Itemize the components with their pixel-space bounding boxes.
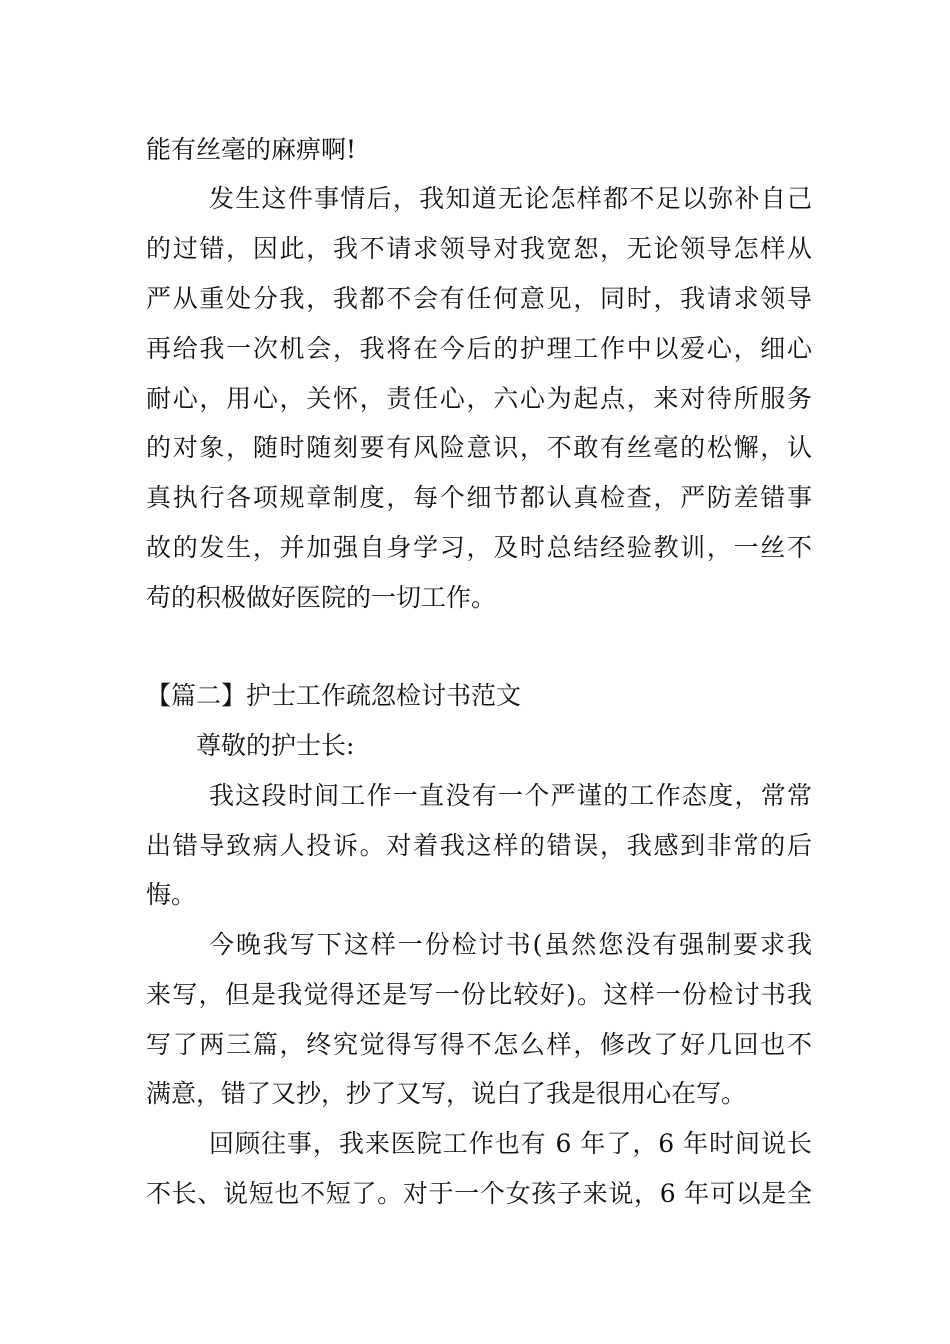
paragraph-line: 写了两三篇，终究觉得写得不怎么样，修改了好几回也不 bbox=[146, 1030, 812, 1059]
paragraph-line: 来写，但是我觉得还是写一份比较好)。这样一份检讨书我 bbox=[146, 980, 812, 1009]
paragraph-line: 真执行各项规章制度，每个细节都认真检查，严防差错事 bbox=[146, 483, 812, 512]
paragraph-line: 出错导致病人投诉。对着我这样的错误，我感到非常的后 bbox=[146, 831, 812, 860]
paragraph-line: 回顾往事，我来医院工作也有 6 年了，6 年时间说长 bbox=[209, 1129, 812, 1158]
paragraph-line: 我这段时间工作一直没有一个严谨的工作态度，常常 bbox=[209, 781, 812, 810]
paragraph-line: 今晚我写下这样一份检讨书(虽然您没有强制要求我 bbox=[209, 930, 812, 959]
paragraph-line: 能有丝毫的麻痹啊! bbox=[146, 135, 357, 164]
paragraph-line: 故的发生，并加强自身学习，及时总结经验教训，一丝不 bbox=[146, 533, 812, 562]
paragraph-line: 再给我一次机会，我将在今后的护理工作中以爱心，细心 bbox=[146, 334, 812, 363]
paragraph-line: 不长、说短也不短了。对于一个女孩子来说，6 年可以是全 bbox=[146, 1179, 812, 1208]
paragraph-line: 满意，错了又抄，抄了又写，说白了我是很用心在写。 bbox=[146, 1079, 747, 1108]
paragraph-line: 的过错，因此，我不请求领导对我宽恕，无论领导怎样从 bbox=[146, 234, 812, 263]
salutation: 尊敬的护士长: bbox=[196, 731, 355, 760]
section-heading: 【篇二】护士工作疏忽检讨书范文 bbox=[146, 681, 522, 710]
paragraph-line: 苟的积极做好医院的一切工作。 bbox=[146, 583, 497, 612]
paragraph-line: 耐心，用心，关怀，责任心，六心为起点，来对待所服务 bbox=[146, 384, 812, 413]
paragraph-line: 严从重处分我，我都不会有任何意见，同时，我请求领导 bbox=[146, 284, 812, 313]
paragraph-line: 悔。 bbox=[146, 880, 197, 909]
paragraph-line: 的对象，随时随刻要有风险意识，不敢有丝毫的松懈，认 bbox=[146, 433, 812, 462]
paragraph-line: 发生这件事情后，我知道无论怎样都不足以弥补自己 bbox=[209, 184, 812, 213]
